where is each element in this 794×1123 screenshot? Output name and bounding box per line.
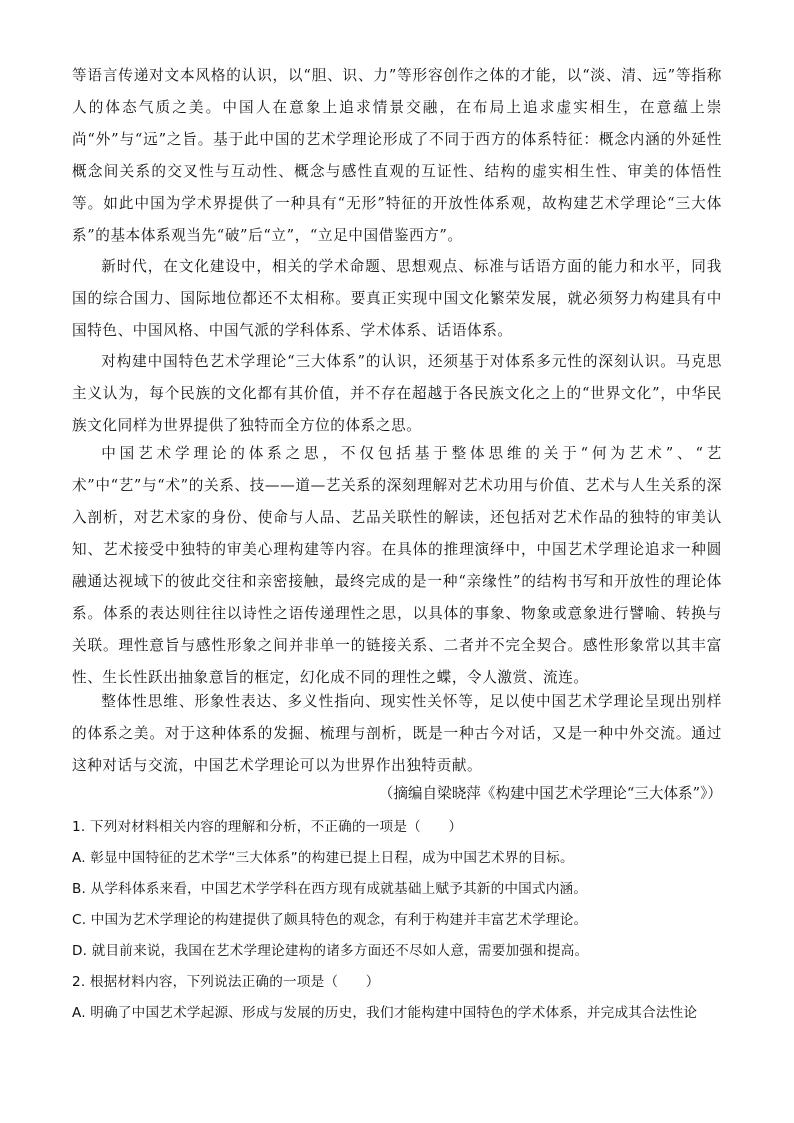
passage-paragraph-4: 中国艺术学理论的体系之思，不仅包括基于整体思维的关于“何为艺术”、“艺术”中“艺”与“术”的关系、技——道—艺关系的深刻理解对艺术功用与价值、艺术与人生关系的深入剖析，对艺术家的身份、使命与人品、艺品关联性的解读，还包括对艺术作品的独特的审美认知、艺术接受中独特的审美心理构建等内容。在具体的推理演绎中，中国艺术学理论追求一种圆融通达视域下的彼此交往和亲密接触，最终完成的是一种“亲缘性”的结构书写和开放性的理论体系。体系的表达则往往以诗性之语传递理性之思，以具体的事象、物象或意象进行譬喻、转换与关联。理性意旨与感性形象之间并非单一的链接关系、二者并不完全契合。感性形象常以其丰富性、生长性跃出抽象意旨的框定，幻化成不同的理性之蝶，令人激赏、流连。 xyxy=(72,445,722,686)
question-1-stem: 1. 下列对材料相关内容的理解和分析，不正确的一项是（ ） xyxy=(72,819,463,835)
question-1-option-b: B. 从学科体系来看，中国艺术学学科在西方现有成就基础上赋予其新的中国式内涵。 xyxy=(72,881,588,897)
question-2-stem: 2. 根据材料内容，下列说法正确的一项是（ ） xyxy=(72,974,380,990)
question-1-option-c: C. 中国为艺术学理论的构建提供了颇具特色的观念，有利于构建并丰富艺术学理论。 xyxy=(72,912,588,928)
question-2-option-a: A. 明确了中国艺术学起源、形成与发展的历史，我们才能构建中国特色的学术体系，并完成其合法性论 xyxy=(72,1005,698,1021)
passage-paragraph-3: 对构建中国特色艺术学理论“三大体系”的认识，还须基于对体系多元性的深刻认识。马克思主义认为，每个民族的文化都有其价值，并不存在超越于各民族文化之上的“世界文化”，中华民族文化同样为世界提供了独特而全方位的体系之思。 xyxy=(72,353,722,434)
question-1-option-d: D. 就目前来说，我国在艺术学理论建构的诸多方面还不尽如人意，需要加强和提高。 xyxy=(72,943,589,959)
passage-paragraph-1: 等语言传递对文本风格的认识，以“胆、识、力”等形容创作之体的才能，以“淡、清、远”等指称人的体态气质之美。中国人在意象上追求情景交融，在布局上追求虚实相生，在意蕴上崇尚“外”与“远”之旨。基于此中国的艺术学理论形成了不同于西方的体系特征：概念内涵的外延性概念间关系的交叉性与互动性、概念与感性直观的互证性、结构的虚实相生性、审美的体悟性等。如此中国为学术界提供了一种具有“无形”特征的开放性体系观，故构建艺术学理论“三大体系”的基本体系观当先“破”后“立”，“立足中国借鉴西方”。 xyxy=(72,67,722,244)
source-citation: （摘编自梁晓萍《构建中国艺术学理论“三大体系”》） xyxy=(378,785,722,802)
passage-paragraph-2: 新时代，在文化建设中，相关的学术命题、思想观点、标准与话语方面的能力和水平，同我国的综合国力、国际地位都还不太相称。要真正实现中国文化繁荣发展，就必须努力构建具有中国特色、中国风格、中国气派的学科体系、学术体系、话语体系。 xyxy=(72,258,722,339)
passage-paragraph-5: 整体性思维、形象性表达、多义性指向、现实性关怀等，足以使中国艺术学理论呈现出别样的体系之美。对于这种体系的发掘、梳理与剖析，既是一种古今对话，又是一种中外交流。通过这种对话与交流，中国艺术学理论可以为世界作出独特贡献。 xyxy=(72,693,722,774)
question-1-option-a: A. 彰显中国特征的艺术学“三大体系”的构建已提上日程，成为中国艺术界的目标。 xyxy=(72,850,574,866)
